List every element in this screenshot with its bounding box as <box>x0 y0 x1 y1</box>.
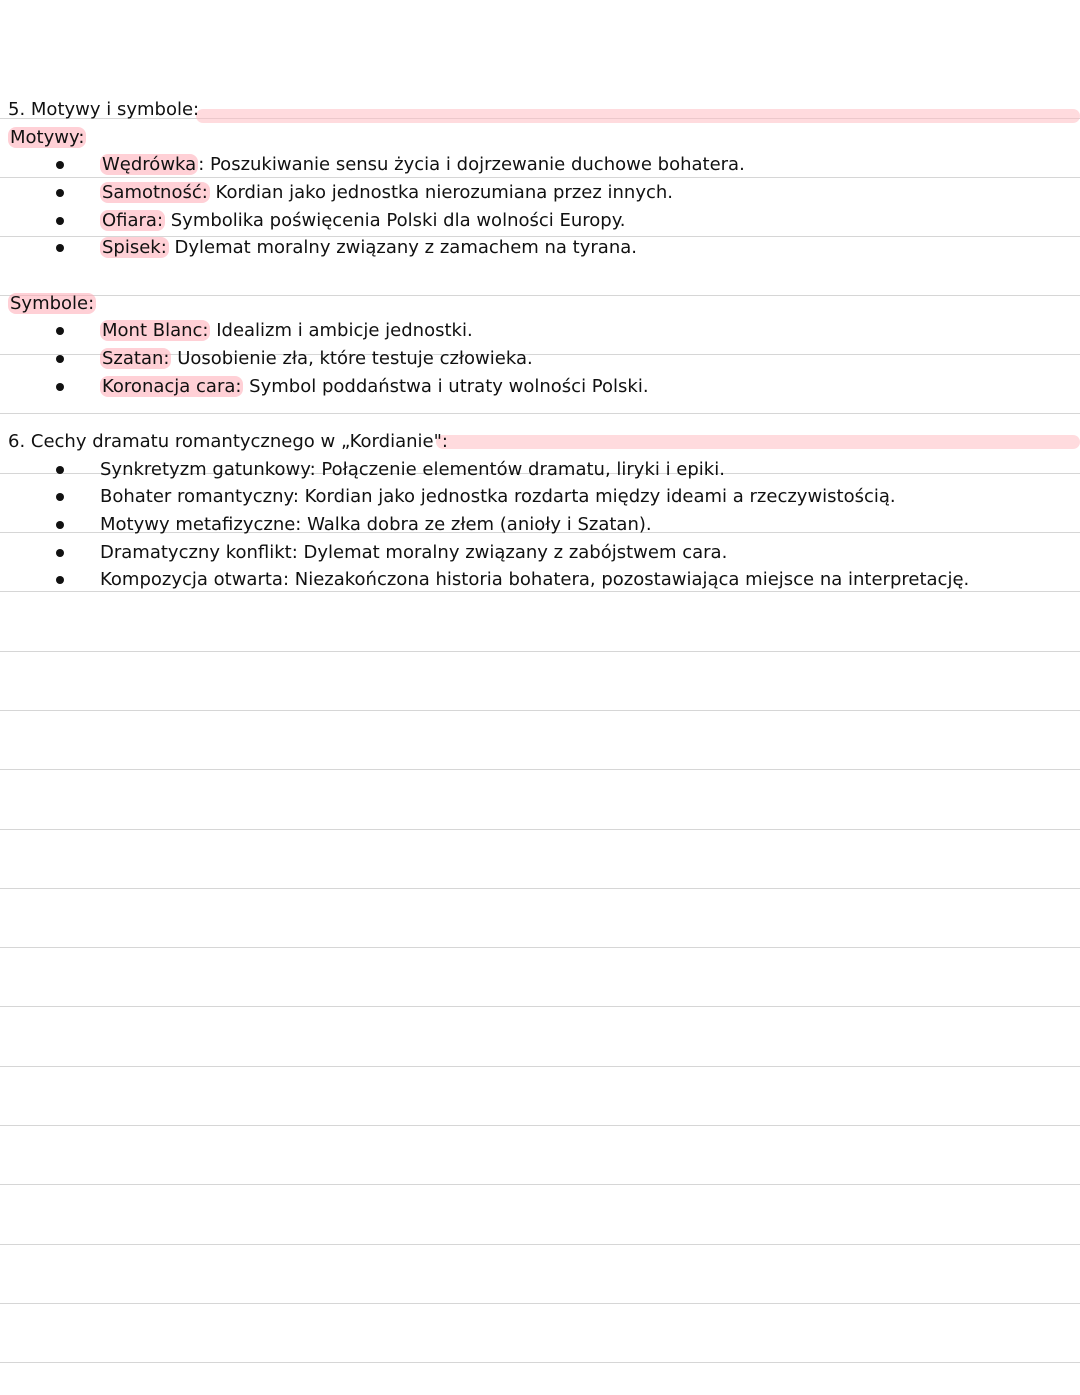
list-item-term: Koronacja cara: <box>102 376 242 397</box>
bullet-icon <box>56 521 64 529</box>
bullet-icon <box>56 355 64 363</box>
heading-highlight <box>196 109 1080 123</box>
list-item: Bohater romantyczny: Kordian jako jednostka rozdarta między ideami a rzeczywistością. <box>100 486 896 507</box>
heading-highlight <box>436 435 1080 449</box>
list-item-desc: Symbolika poświęcenia Polski dla wolności Europy. <box>165 210 626 231</box>
ruled-line <box>0 1244 1080 1245</box>
bullet-icon <box>56 217 64 225</box>
list-item <box>100 182 673 204</box>
bullet-icon <box>56 244 64 252</box>
list-item-desc: : Poszukiwanie sensu życia i dojrzewanie duchowe bohatera. <box>198 154 745 175</box>
bullet-icon <box>56 327 64 335</box>
list-item-desc: Symbol poddaństwa i utraty wolności Polski. <box>243 376 649 397</box>
bullet-icon <box>56 466 64 474</box>
list-item: Dramatyczny konflikt: Dylemat moralny związany z zabójstwem cara. <box>100 542 728 563</box>
motywy-label <box>8 127 86 149</box>
bullet-icon <box>56 549 64 557</box>
list-item <box>100 348 533 370</box>
ruled-line <box>0 888 1080 889</box>
list-item-term: Spisek: <box>102 237 167 258</box>
ruled-line <box>0 1125 1080 1126</box>
list-item-desc: Dylemat moralny związany z zamachem na tyrana. <box>168 237 637 258</box>
list-item-term: Wędrówka <box>102 154 197 175</box>
bullet-icon <box>56 493 64 501</box>
list-item <box>100 237 637 259</box>
symbole-label <box>8 293 96 315</box>
list-item-desc: Kordian jako jednostka nierozumiana przez innych. <box>209 182 674 203</box>
section-5-heading: 5. Motywy i symbole: <box>8 99 200 120</box>
list-item <box>100 376 649 398</box>
list-item-term: Ofiara: <box>102 210 164 231</box>
ruled-line <box>0 1006 1080 1007</box>
list-item: Synkretyzm gatunkowy: Połączenie elementów dramatu, liryki i epiki. <box>100 459 725 480</box>
ruled-line <box>0 1362 1080 1363</box>
list-item <box>100 210 626 232</box>
list-item: Motywy metafizyczne: Walka dobra ze złem (anioły i Szatan). <box>100 514 652 535</box>
list-item <box>100 154 745 176</box>
list-item-term: Mont Blanc: <box>102 320 209 341</box>
ruled-line <box>0 1184 1080 1185</box>
list-item-term: Szatan: <box>102 348 170 369</box>
list-item: Kompozycja otwarta: Niezakończona historia bohatera, pozostawiająca miejsce na interpretację. <box>100 569 970 590</box>
motywy-label-text: Motywy: <box>10 127 85 148</box>
ruled-line <box>0 177 1080 178</box>
section-6-heading: 6. Cechy dramatu romantycznego w „Kordianie": <box>8 431 448 452</box>
ruled-line <box>0 769 1080 770</box>
ruled-line <box>0 710 1080 711</box>
ruled-line <box>0 413 1080 414</box>
bullet-icon <box>56 189 64 197</box>
ruled-line <box>0 1066 1080 1067</box>
ruled-line <box>0 947 1080 948</box>
bullet-icon <box>56 161 64 169</box>
list-item-desc: Idealizm i ambicje jednostki. <box>210 320 473 341</box>
bullet-icon <box>56 383 64 391</box>
ruled-line <box>0 591 1080 592</box>
list-item <box>100 320 473 342</box>
symbole-label-text: Symbole: <box>10 293 95 314</box>
list-item-desc: Uosobienie zła, które testuje człowieka. <box>171 348 533 369</box>
bullet-icon <box>56 576 64 584</box>
ruled-line <box>0 295 1080 296</box>
list-item-term: Samotność: <box>102 182 208 203</box>
ruled-line <box>0 651 1080 652</box>
ruled-line <box>0 1303 1080 1304</box>
ruled-line <box>0 829 1080 830</box>
